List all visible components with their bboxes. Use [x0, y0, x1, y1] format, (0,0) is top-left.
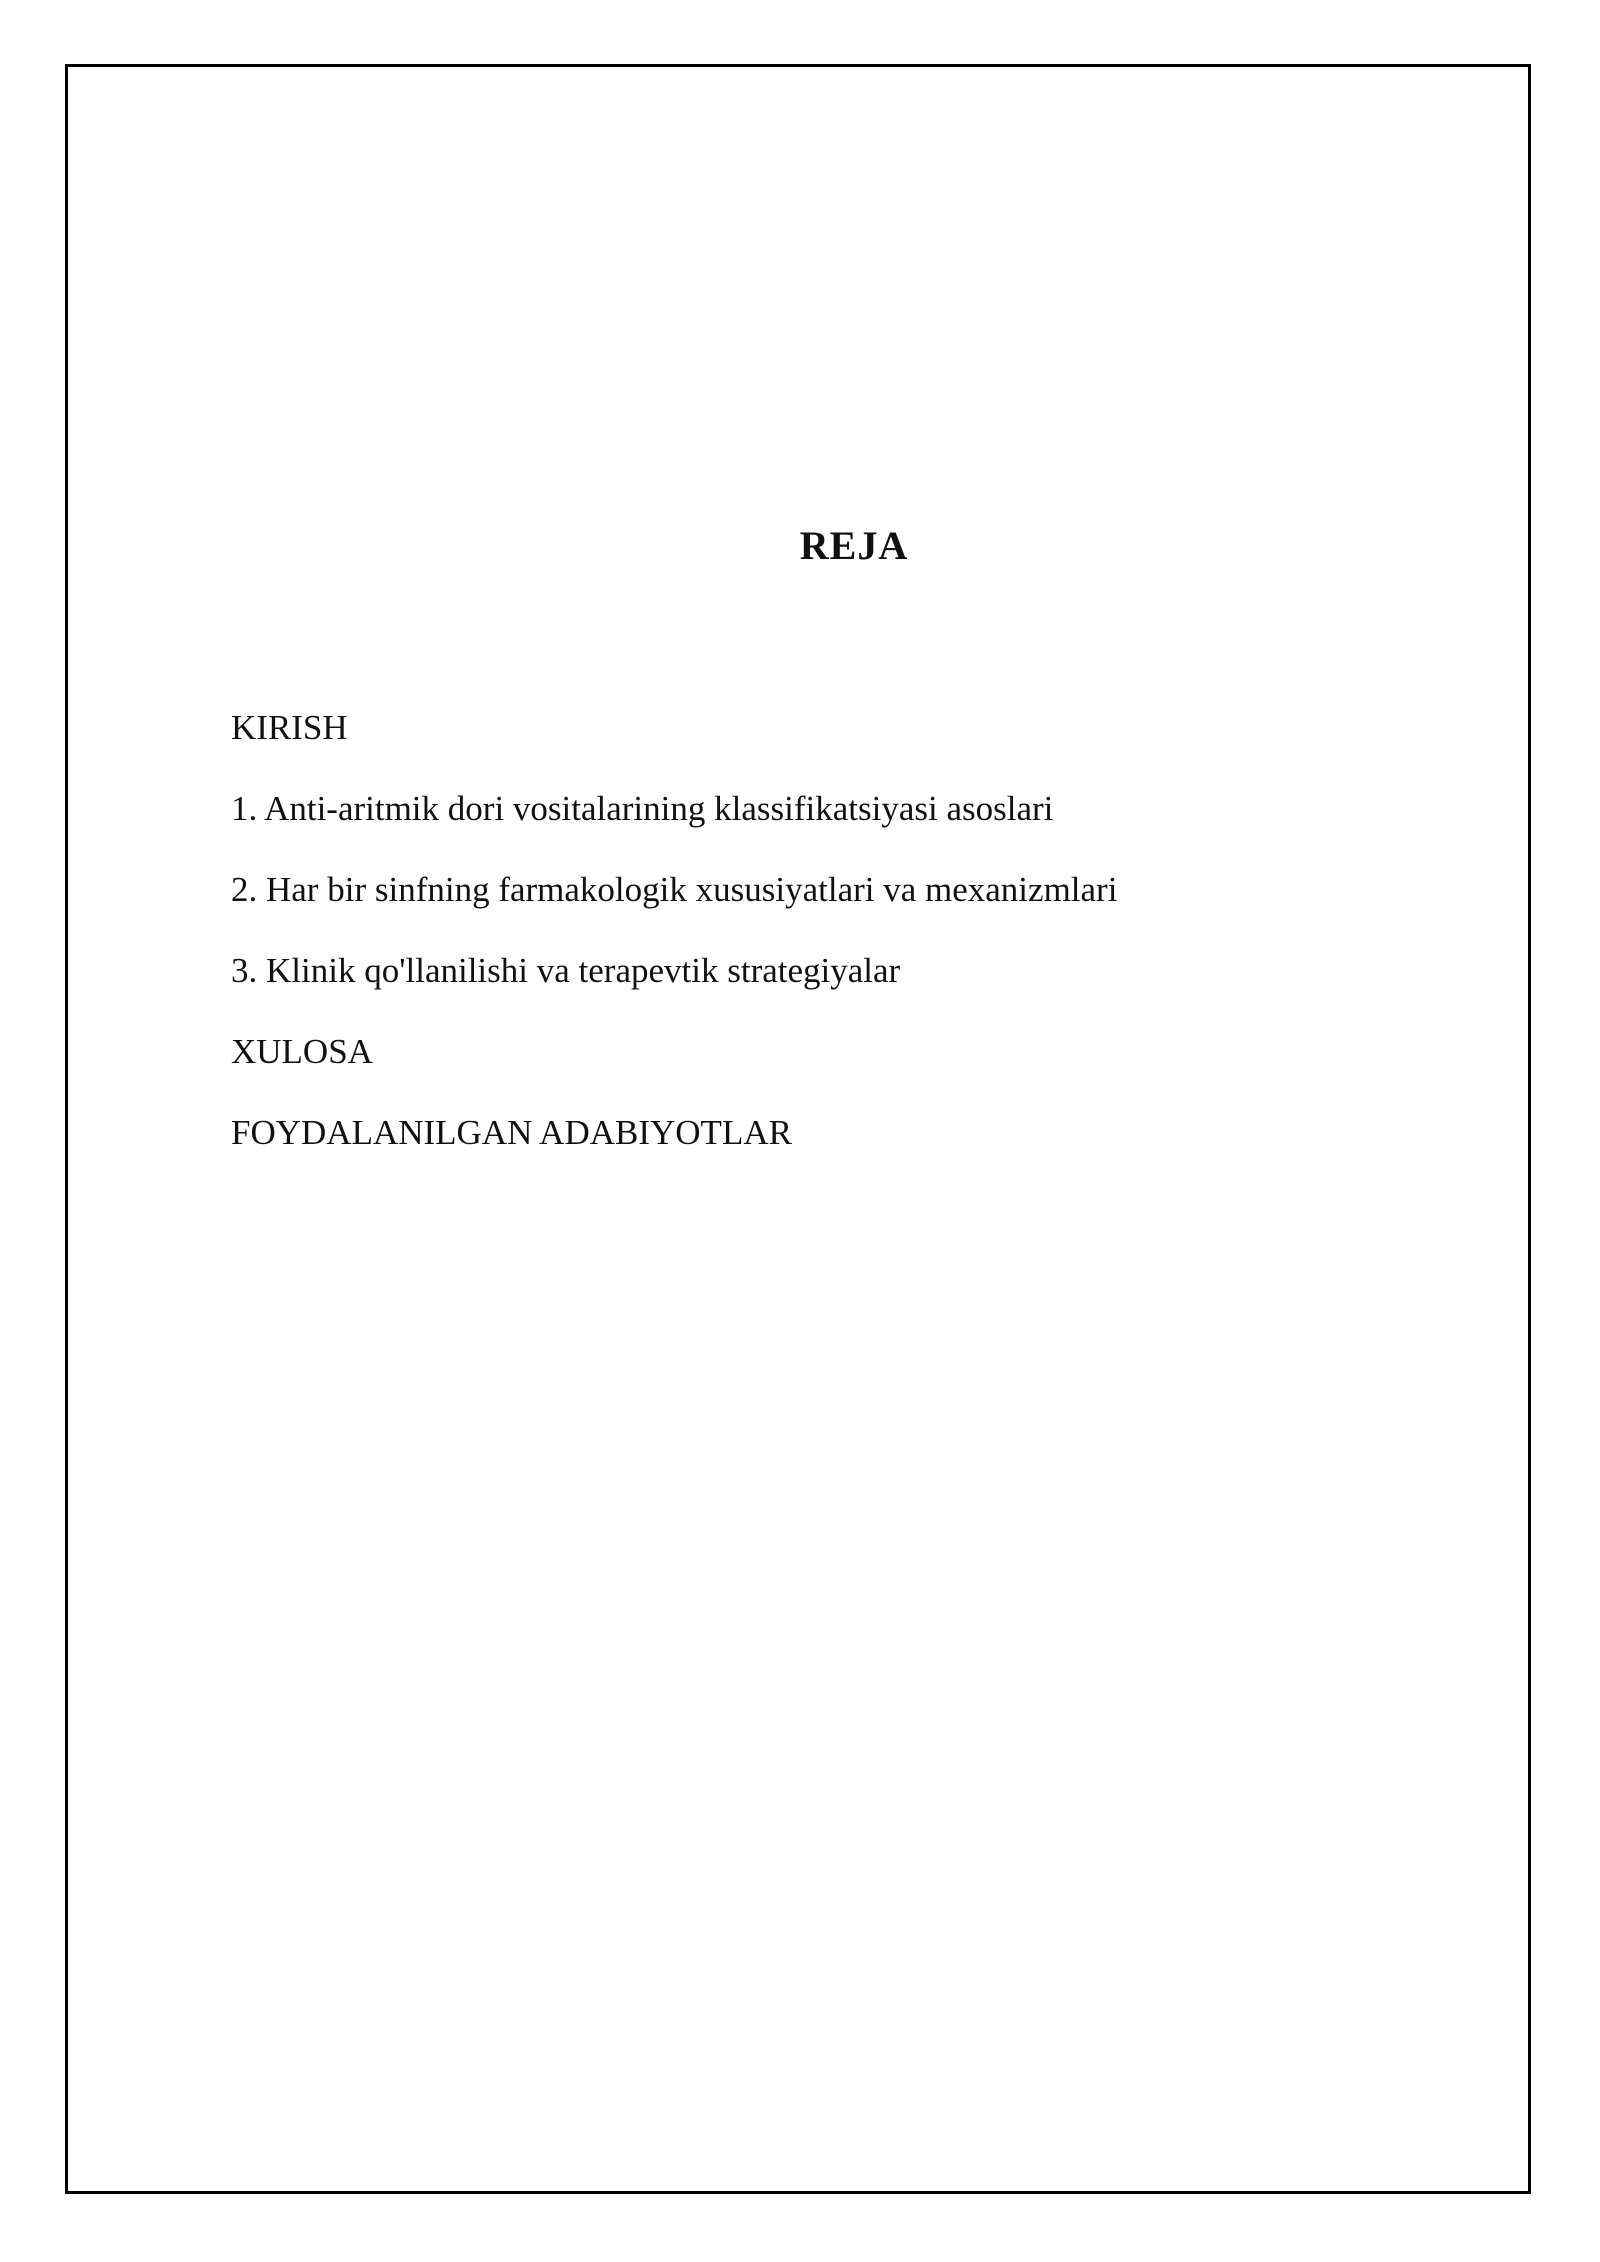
page-title: REJA [799, 523, 909, 568]
plan-item-introduction: KIRISH [231, 708, 348, 747]
plan-item-3: 3. Klinik qo'llanilishi va terapevtik strategiyalar [231, 951, 901, 990]
plan-item-conclusion: XULOSA [231, 1032, 373, 1071]
plan-item-1: 1. Anti-aritmik dori vositalarining klassifikatsiyasi asoslari [231, 789, 1054, 828]
page-frame [65, 64, 1531, 2194]
plan-list [231, 707, 1117, 1193]
plan-item-references: FOYDALANILGAN ADABIYOTLAR [231, 1113, 792, 1152]
plan-item-2: 2. Har bir sinfning farmakologik xususiyatlari va mexanizmlari [231, 870, 1118, 909]
